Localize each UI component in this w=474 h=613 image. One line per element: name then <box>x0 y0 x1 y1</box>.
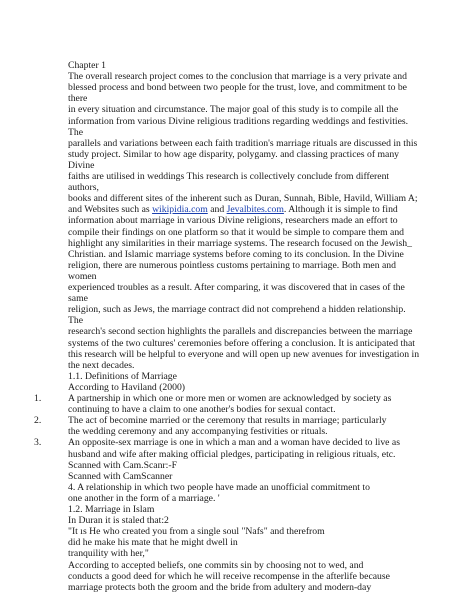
paragraph-line: parallels and variations between each faith tradition's marriage rituals are discussed in this <box>68 137 418 149</box>
paragraph-line: blessed process and bond between two people for the trust, love, and commitment to be <box>68 82 407 94</box>
paragraph-line: The <box>68 126 84 138</box>
paragraph-line: religion, such as Jews, the marriage contract did not comprehend a hidden relationship. <box>68 304 406 316</box>
list-item-line: An opposite-sex marriage is one in which a man and a woman have decided to live as <box>68 437 400 449</box>
quote-line: tranquility with her," <box>68 548 149 560</box>
paragraph-line: in every situation and circumstance. The major goal of this study is to compile all the <box>68 104 399 116</box>
citation-line: According to Haviland (2000) <box>68 381 186 393</box>
paragraph-line: experienced troubles as a result. After comparing, it was discovered that in cases of the <box>68 282 405 293</box>
list-number: 1. <box>34 393 42 404</box>
paragraph-line: The overall research project comes to the conclusion that marriage is a very private and <box>68 71 407 83</box>
list-item-line: The act of becomine married or the ceremony that results in marriage; particularly <box>68 415 387 427</box>
paragraph-line: same <box>68 293 88 305</box>
paragraph-line: Divine <box>68 159 95 171</box>
list-item-line: the wedding ceremony and any accompanying festivities or rituals. <box>68 426 328 438</box>
paragraph-line: In Duran it is staled that:2 <box>68 515 169 527</box>
scanner-watermark: Scanned with CamScanner <box>68 470 173 482</box>
list-item-line: continuing to have a claim to one another's bodies for sexual contact. <box>68 404 336 416</box>
section-heading-1-1: 1.1. Definitions of Marriage <box>68 370 177 382</box>
paragraph-line: there <box>68 93 88 105</box>
scanner-watermark: Scanned with Cam.Scanr:-F <box>68 459 177 471</box>
paragraph-line: the next decades. <box>68 359 135 371</box>
paragraph-line: The <box>68 315 84 327</box>
list-item-line: A partnership in which one or more men or women are acknowledged by society as <box>68 393 392 404</box>
text-span: and Websites such as <box>68 204 153 216</box>
paragraph-line: books and different sites of the inherent such as Duran, Sunnah, Bible, Havild, William A; <box>68 193 418 205</box>
list-item-line: one another in the form of a marriage. ' <box>68 492 220 504</box>
paragraph-line: study project. Similar to how age disparity, polygamy. and classing practices of many <box>68 148 400 160</box>
list-number: 2. <box>34 415 42 427</box>
paragraph-line: research's second section highlights the parallels and discrepancies between the marriage <box>68 326 413 338</box>
paragraph-line: faiths are utilised in weddings This research is collectively conclude from different <box>68 171 390 182</box>
list-item-line: 4. A relationship in which two people have made an unofficial commitment to <box>68 481 370 493</box>
list-item-line: husband and wife after making official pledges, participating in religious rituals, etc. <box>68 448 396 460</box>
paragraph-line: this research will be helpful to everyone and will open up new avenues for investigation in <box>68 348 420 360</box>
paragraph-line: According to accepted beliefs, one commits sin by choosing not to wed, and <box>68 559 364 571</box>
text-span: . Although it is simple to find <box>283 204 398 216</box>
paragraph-line: Christian. and Islamic marriage systems before coming to its conclusion. In the Divine <box>68 248 404 260</box>
paragraph-line: information about marriage in various Divine religions, researchers made an effort to <box>68 215 398 227</box>
jevalbites-link[interactable]: Jevalbites.com <box>226 204 284 216</box>
paragraph-line: marriage protects both the groom and the bride from adultery and modern-day <box>68 581 372 593</box>
paragraph-line: information from various Divine religious traditions regarding weddings and festivities. <box>68 115 409 127</box>
paragraph-line: highlight any similarities in their marriage systems. The research focused on the Jewish_ <box>68 237 412 249</box>
paragraph-line: systems of the two cultures' ceremonies before offering a conclusion. It is anticipated that <box>68 337 415 349</box>
paragraph-line: authors, <box>68 182 99 194</box>
paragraph-line: women <box>68 270 97 282</box>
paragraph-line: religion, there are numerous pointless customs pertaining to marriage. Both men and <box>68 259 396 271</box>
paragraph-line: conducts a good deed for which he will receive recompense in the afterlife because <box>68 570 390 582</box>
list-number: 3. <box>34 437 42 449</box>
quote-line: "It ıs He who created you from a single soul "Nafs" and therefrom <box>68 526 325 538</box>
wikipidia-link[interactable]: wikipidia.com <box>152 204 208 216</box>
paragraph-line: compile their findings on one platform so that it would be simple to compare them and <box>68 226 405 238</box>
quote-line: did he make his mate that he might dwell in <box>68 537 238 549</box>
text-span: and <box>207 204 227 216</box>
paragraph-line-with-links <box>68 204 398 215</box>
section-heading-1-2: 1.2. Marriage in Islam <box>68 504 155 515</box>
chapter-heading: Chapter 1 <box>68 60 106 71</box>
